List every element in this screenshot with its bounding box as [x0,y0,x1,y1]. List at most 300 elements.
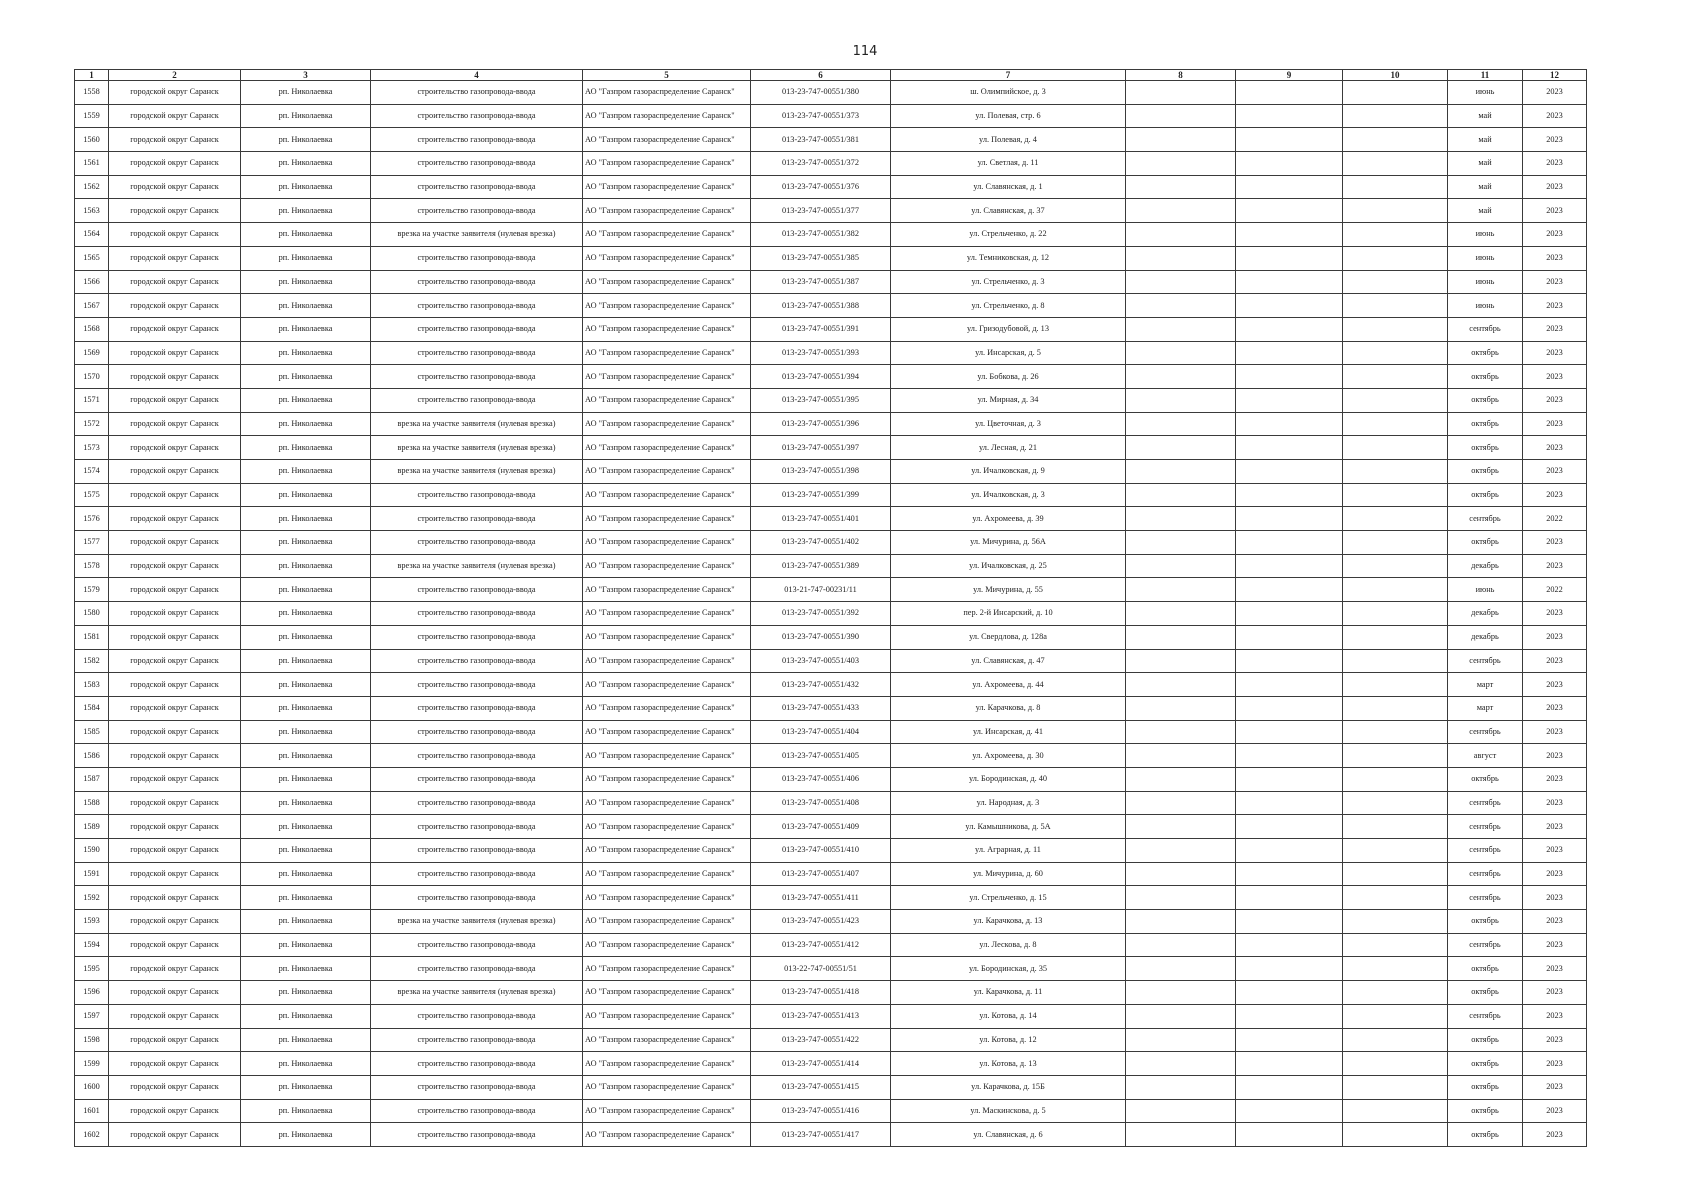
col-municipality: городской округ Саранск [109,1028,241,1052]
col-9 [1236,1004,1343,1028]
col-number: 1589 [75,815,109,839]
col-number: 1594 [75,933,109,957]
table-row [75,933,1587,957]
col-year: 2023 [1523,886,1587,910]
col-work-type: строительство газопровода-ввода [371,1075,583,1099]
col-year: 2023 [1523,696,1587,720]
col-8 [1126,412,1236,436]
col-settlement: рп. Николаевка [241,223,371,247]
col-address: ул. Ичалковская, д. 3 [891,483,1126,507]
column-header-10: 10 [1343,70,1448,81]
col-work-type: строительство газопровода-ввода [371,341,583,365]
table-row [75,981,1587,1005]
col-month: октябрь [1448,1099,1523,1123]
col-work-type: строительство газопровода-ввода [371,317,583,341]
col-month: октябрь [1448,1123,1523,1147]
col-9 [1236,933,1343,957]
col-contract-number: 013-23-747-00551/377 [751,199,891,223]
col-8 [1126,1099,1236,1123]
col-10 [1343,720,1448,744]
col-month: май [1448,128,1523,152]
col-9 [1236,317,1343,341]
col-work-type: строительство газопровода-ввода [371,81,583,105]
table-row [75,886,1587,910]
table-row [75,152,1587,176]
col-municipality: городской округ Саранск [109,815,241,839]
col-year: 2023 [1523,767,1587,791]
col-organization: АО "Газпром газораспределение Саранск" [583,673,751,697]
col-settlement: рп. Николаевка [241,388,371,412]
col-settlement: рп. Николаевка [241,483,371,507]
col-10 [1343,104,1448,128]
col-10 [1343,1099,1448,1123]
col-9 [1236,175,1343,199]
column-header-8: 8 [1126,70,1236,81]
col-municipality: городской округ Саранск [109,128,241,152]
col-10 [1343,673,1448,697]
col-year: 2023 [1523,957,1587,981]
col-8 [1126,981,1236,1005]
col-organization: АО "Газпром газораспределение Саранск" [583,341,751,365]
col-10 [1343,1052,1448,1076]
table-row [75,365,1587,389]
col-8 [1126,957,1236,981]
col-contract-number: 013-23-747-00551/412 [751,933,891,957]
col-year: 2023 [1523,175,1587,199]
col-municipality: городской округ Саранск [109,341,241,365]
col-year: 2023 [1523,815,1587,839]
col-10 [1343,767,1448,791]
col-9 [1236,388,1343,412]
col-number: 1572 [75,412,109,436]
col-8 [1126,199,1236,223]
col-settlement: рп. Николаевка [241,1028,371,1052]
col-municipality: городской округ Саранск [109,175,241,199]
col-9 [1236,436,1343,460]
col-month: сентябрь [1448,862,1523,886]
col-8 [1126,81,1236,105]
col-address: ул. Карачкова, д. 8 [891,696,1126,720]
col-address: ул. Бобкова, д. 26 [891,365,1126,389]
col-year: 2023 [1523,483,1587,507]
col-month: сентябрь [1448,507,1523,531]
col-year: 2023 [1523,199,1587,223]
col-month: октябрь [1448,1052,1523,1076]
col-work-type: строительство газопровода-ввода [371,886,583,910]
col-address: ул. Лескова, д. 8 [891,933,1126,957]
col-month: май [1448,152,1523,176]
col-municipality: городской округ Саранск [109,957,241,981]
col-10 [1343,910,1448,934]
col-municipality: городской округ Саранск [109,554,241,578]
col-9 [1236,767,1343,791]
col-address: пер. 2-й Инсарский, д. 10 [891,602,1126,626]
col-settlement: рп. Николаевка [241,1052,371,1076]
col-settlement: рп. Николаевка [241,767,371,791]
table-row [75,199,1587,223]
col-month: сентябрь [1448,1004,1523,1028]
col-month: октябрь [1448,1075,1523,1099]
col-settlement: рп. Николаевка [241,531,371,555]
col-organization: АО "Газпром газораспределение Саранск" [583,223,751,247]
col-municipality: городской округ Саранск [109,767,241,791]
col-year: 2023 [1523,554,1587,578]
col-work-type: строительство газопровода-ввода [371,673,583,697]
col-number: 1566 [75,270,109,294]
col-month: декабрь [1448,602,1523,626]
col-9 [1236,365,1343,389]
col-address: ул. Славянская, д. 1 [891,175,1126,199]
col-contract-number: 013-23-747-00551/416 [751,1099,891,1123]
table-row [75,436,1587,460]
col-municipality: городской округ Саранск [109,1099,241,1123]
col-year: 2023 [1523,1052,1587,1076]
col-municipality: городской округ Саранск [109,365,241,389]
col-9 [1236,720,1343,744]
col-month: октябрь [1448,981,1523,1005]
col-municipality: городской округ Саранск [109,483,241,507]
col-year: 2023 [1523,1004,1587,1028]
col-address: ул. Ахромеева, д. 30 [891,744,1126,768]
col-settlement: рп. Николаевка [241,744,371,768]
col-number: 1596 [75,981,109,1005]
col-municipality: городской округ Саранск [109,412,241,436]
col-contract-number: 013-23-747-00551/417 [751,1123,891,1147]
col-10 [1343,791,1448,815]
col-8 [1126,294,1236,318]
col-municipality: городской округ Саранск [109,981,241,1005]
col-9 [1236,104,1343,128]
col-year: 2023 [1523,862,1587,886]
col-contract-number: 013-23-747-00551/381 [751,128,891,152]
col-municipality: городской округ Саранск [109,436,241,460]
col-contract-number: 013-23-747-00551/411 [751,886,891,910]
col-month: сентябрь [1448,720,1523,744]
col-municipality: городской округ Саранск [109,791,241,815]
col-month: октябрь [1448,767,1523,791]
col-address: ул. Котова, д. 12 [891,1028,1126,1052]
table-row [75,910,1587,934]
column-header-5: 5 [583,70,751,81]
col-contract-number: 013-23-747-00551/391 [751,317,891,341]
col-number: 1575 [75,483,109,507]
col-month: март [1448,673,1523,697]
col-work-type: строительство газопровода-ввода [371,1099,583,1123]
col-work-type: врезка на участке заявителя (нулевая врезка) [371,981,583,1005]
col-municipality: городской округ Саранск [109,507,241,531]
col-8 [1126,767,1236,791]
col-8 [1126,696,1236,720]
col-municipality: городской округ Саранск [109,317,241,341]
col-settlement: рп. Николаевка [241,696,371,720]
col-month: декабрь [1448,625,1523,649]
col-organization: АО "Газпром газораспределение Саранск" [583,1004,751,1028]
col-organization: АО "Газпром газораспределение Саранск" [583,365,751,389]
table-row [75,862,1587,886]
col-settlement: рп. Николаевка [241,1075,371,1099]
col-settlement: рп. Николаевка [241,957,371,981]
col-contract-number: 013-23-747-00551/373 [751,104,891,128]
col-work-type: строительство газопровода-ввода [371,649,583,673]
col-work-type: строительство газопровода-ввода [371,696,583,720]
col-contract-number: 013-23-747-00551/395 [751,388,891,412]
table-row [75,270,1587,294]
col-number: 1593 [75,910,109,934]
col-municipality: городской округ Саранск [109,910,241,934]
col-9 [1236,1099,1343,1123]
col-contract-number: 013-23-747-00551/410 [751,839,891,863]
col-settlement: рп. Николаевка [241,412,371,436]
col-contract-number: 013-23-747-00551/432 [751,673,891,697]
col-address: ш. Олимпийское, д. 3 [891,81,1126,105]
table-row [75,957,1587,981]
col-contract-number: 013-23-747-00551/402 [751,531,891,555]
col-10 [1343,554,1448,578]
col-10 [1343,625,1448,649]
col-organization: АО "Газпром газораспределение Саранск" [583,981,751,1005]
col-9 [1236,483,1343,507]
col-number: 1583 [75,673,109,697]
col-month: октябрь [1448,910,1523,934]
col-year: 2023 [1523,152,1587,176]
col-number: 1587 [75,767,109,791]
col-8 [1126,223,1236,247]
col-number: 1561 [75,152,109,176]
col-number: 1584 [75,696,109,720]
col-month: сентябрь [1448,886,1523,910]
col-settlement: рп. Николаевка [241,81,371,105]
col-contract-number: 013-23-747-00551/418 [751,981,891,1005]
table-row [75,483,1587,507]
col-organization: АО "Газпром газораспределение Саранск" [583,507,751,531]
register-table [74,69,1587,1147]
col-organization: АО "Газпром газораспределение Саранск" [583,696,751,720]
col-organization: АО "Газпром газораспределение Саранск" [583,81,751,105]
table-row [75,767,1587,791]
table-row [75,507,1587,531]
col-organization: АО "Газпром газораспределение Саранск" [583,317,751,341]
col-9 [1236,649,1343,673]
col-municipality: городской округ Саранск [109,152,241,176]
col-number: 1598 [75,1028,109,1052]
col-10 [1343,152,1448,176]
col-8 [1126,341,1236,365]
col-10 [1343,223,1448,247]
col-10 [1343,294,1448,318]
col-settlement: рп. Николаевка [241,152,371,176]
table-body [75,81,1587,1147]
col-9 [1236,957,1343,981]
col-8 [1126,1075,1236,1099]
col-month: октябрь [1448,365,1523,389]
col-settlement: рп. Николаевка [241,341,371,365]
col-number: 1560 [75,128,109,152]
col-contract-number: 013-23-747-00551/388 [751,294,891,318]
table-row [75,1123,1587,1147]
col-year: 2023 [1523,246,1587,270]
col-year: 2023 [1523,625,1587,649]
col-address: ул. Бородинская, д. 35 [891,957,1126,981]
col-month: октябрь [1448,483,1523,507]
col-8 [1126,554,1236,578]
col-municipality: городской округ Саранск [109,1075,241,1099]
col-number: 1600 [75,1075,109,1099]
col-year: 2023 [1523,270,1587,294]
col-work-type: строительство газопровода-ввода [371,104,583,128]
col-10 [1343,1004,1448,1028]
col-work-type: строительство газопровода-ввода [371,625,583,649]
col-year: 2023 [1523,1099,1587,1123]
col-8 [1126,625,1236,649]
col-month: октябрь [1448,436,1523,460]
col-work-type: строительство газопровода-ввода [371,602,583,626]
col-9 [1236,341,1343,365]
col-work-type: строительство газопровода-ввода [371,246,583,270]
col-year: 2023 [1523,128,1587,152]
col-address: ул. Ичалковская, д. 9 [891,460,1126,484]
col-month: сентябрь [1448,815,1523,839]
col-number: 1559 [75,104,109,128]
col-number: 1590 [75,839,109,863]
col-address: ул. Цветочная, д. 3 [891,412,1126,436]
table-row [75,696,1587,720]
table-row [75,531,1587,555]
col-contract-number: 013-23-747-00551/414 [751,1052,891,1076]
table-row [75,388,1587,412]
col-work-type: врезка на участке заявителя (нулевая врезка) [371,554,583,578]
col-month: май [1448,104,1523,128]
col-contract-number: 013-23-747-00551/380 [751,81,891,105]
col-number: 1602 [75,1123,109,1147]
page-number: 114 [852,44,878,59]
col-organization: АО "Газпром газораспределение Саранск" [583,1028,751,1052]
col-settlement: рп. Николаевка [241,578,371,602]
col-address: ул. Стрельченко, д. 3 [891,270,1126,294]
col-9 [1236,460,1343,484]
col-9 [1236,1123,1343,1147]
col-8 [1126,649,1236,673]
header-row [75,70,1587,81]
col-contract-number: 013-23-747-00551/389 [751,554,891,578]
col-municipality: городской округ Саранск [109,744,241,768]
col-address: ул. Маскинскова, д. 5 [891,1099,1126,1123]
col-contract-number: 013-23-747-00551/433 [751,696,891,720]
col-address: ул. Бородинская, д. 40 [891,767,1126,791]
col-year: 2023 [1523,791,1587,815]
col-settlement: рп. Николаевка [241,625,371,649]
col-municipality: городской округ Саранск [109,460,241,484]
col-10 [1343,199,1448,223]
col-work-type: строительство газопровода-ввода [371,507,583,531]
col-8 [1126,246,1236,270]
col-address: ул. Стрельченко, д. 15 [891,886,1126,910]
col-month: сентябрь [1448,317,1523,341]
col-number: 1582 [75,649,109,673]
col-organization: АО "Газпром газораспределение Саранск" [583,625,751,649]
col-number: 1577 [75,531,109,555]
col-municipality: городской округ Саранск [109,625,241,649]
col-municipality: городской округ Саранск [109,1052,241,1076]
col-work-type: строительство газопровода-ввода [371,720,583,744]
table-row [75,649,1587,673]
col-month: март [1448,696,1523,720]
table-row [75,223,1587,247]
col-work-type: строительство газопровода-ввода [371,839,583,863]
col-work-type: строительство газопровода-ввода [371,175,583,199]
table-row [75,317,1587,341]
col-contract-number: 013-23-747-00551/387 [751,270,891,294]
col-address: ул. Мирная, д. 34 [891,388,1126,412]
col-settlement: рп. Николаевка [241,365,371,389]
col-number: 1563 [75,199,109,223]
col-work-type: строительство газопровода-ввода [371,152,583,176]
col-organization: АО "Газпром газораспределение Саранск" [583,554,751,578]
col-9 [1236,981,1343,1005]
col-settlement: рп. Николаевка [241,460,371,484]
col-8 [1126,673,1236,697]
col-settlement: рп. Николаевка [241,673,371,697]
col-settlement: рп. Николаевка [241,649,371,673]
col-organization: АО "Газпром газораспределение Саранск" [583,767,751,791]
col-number: 1562 [75,175,109,199]
col-8 [1126,483,1236,507]
col-address: ул. Свердлова, д. 128а [891,625,1126,649]
table-header [75,70,1587,81]
table-row [75,246,1587,270]
col-number: 1568 [75,317,109,341]
col-contract-number: 013-23-747-00551/404 [751,720,891,744]
col-work-type: строительство газопровода-ввода [371,128,583,152]
col-month: октябрь [1448,412,1523,436]
col-10 [1343,483,1448,507]
table-row [75,1004,1587,1028]
col-address: ул. Стрельченко, д. 22 [891,223,1126,247]
col-contract-number: 013-23-747-00551/408 [751,791,891,815]
col-number: 1586 [75,744,109,768]
col-8 [1126,886,1236,910]
col-settlement: рп. Николаевка [241,602,371,626]
col-8 [1126,128,1236,152]
col-address: ул. Полевая, стр. 6 [891,104,1126,128]
table-row [75,1028,1587,1052]
col-municipality: городской округ Саранск [109,886,241,910]
col-organization: АО "Газпром газораспределение Саранск" [583,957,751,981]
col-9 [1236,270,1343,294]
col-organization: АО "Газпром газораспределение Саранск" [583,246,751,270]
col-settlement: рп. Николаевка [241,436,371,460]
col-work-type: строительство газопровода-ввода [371,483,583,507]
col-month: октябрь [1448,460,1523,484]
col-8 [1126,815,1236,839]
col-year: 2023 [1523,1123,1587,1147]
col-9 [1236,910,1343,934]
col-work-type: врезка на участке заявителя (нулевая врезка) [371,412,583,436]
col-settlement: рп. Николаевка [241,1099,371,1123]
col-address: ул. Лесная, д. 21 [891,436,1126,460]
col-10 [1343,317,1448,341]
col-9 [1236,412,1343,436]
col-8 [1126,104,1236,128]
col-10 [1343,175,1448,199]
col-municipality: городской округ Саранск [109,933,241,957]
col-settlement: рп. Николаевка [241,815,371,839]
col-organization: АО "Газпром газораспределение Саранск" [583,862,751,886]
col-10 [1343,436,1448,460]
col-10 [1343,531,1448,555]
col-contract-number: 013-23-747-00551/422 [751,1028,891,1052]
col-organization: АО "Газпром газораспределение Саранск" [583,104,751,128]
col-address: ул. Ичалковская, д. 25 [891,554,1126,578]
